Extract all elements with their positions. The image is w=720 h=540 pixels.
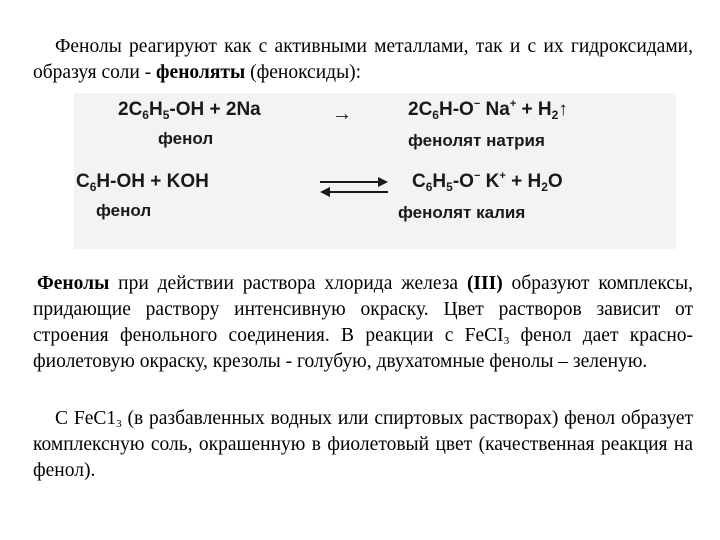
para2-bold-phenols: Фенолы: [37, 273, 110, 294]
para1-text-a: Фенолы реагируют как с активными металлами, так и с их гидроксидами, образуя соли -: [33, 36, 693, 83]
equation2-products: $C_6H_5-O^-$ $K^+ + H_2O$: [412, 170, 563, 194]
reaction-arrow: →: [332, 103, 352, 125]
para1-text-b: (феноксиды):: [245, 62, 362, 83]
reaction-scheme-image: [74, 93, 676, 249]
para3-text-1: С FeC1: [55, 408, 117, 429]
para1-bold-term: феноляты: [156, 62, 246, 83]
para2-text-1: при действии раствора хлорида железа: [109, 273, 467, 294]
para2-subscript: 3: [503, 335, 510, 347]
equilibrium-arrows-icon: [318, 175, 390, 199]
para2-text-3: фенол дает красно-фиолетовую окраску, крезолы - голубую, двухатомные фенолы – зеленую.: [33, 325, 693, 372]
label-potassium-phenolate: фенолят калия: [398, 203, 526, 222]
label-phenol-2: фенол: [96, 201, 152, 220]
equation1-products: $2C_6H-O^-$ $Na^+ + H_2↑$: [408, 98, 568, 122]
paragraph-iron-chloride-reaction: [33, 271, 693, 375]
paragraph-phenolates: [33, 34, 693, 86]
paragraph-qualitative-reaction: [33, 406, 693, 484]
para2-bold-iii: (III): [466, 273, 503, 294]
para2-text-2: образуют комплексы, придающие раствору интенсивную окраску. Цвет растворов зависит от строения фенольного соединения. В реакции с FeCI: [33, 273, 693, 346]
label-sodium-phenolate: фенолят натрия: [408, 131, 545, 150]
para3-subscript: 3: [116, 418, 122, 430]
equation2-reactants: $C_6H-OH$ + KOH: [76, 171, 209, 194]
para3-text-2: (в разбавленных водных или спиртовых растворах) фенол образует комплексную соль, окрашенную в фиолетовый цвет (качественная реакция на фенол).: [33, 408, 693, 481]
equation1-reactants: $2C_6H_5-OH + 2Na$: [118, 99, 261, 122]
label-phenol-1: фенол: [158, 129, 214, 148]
